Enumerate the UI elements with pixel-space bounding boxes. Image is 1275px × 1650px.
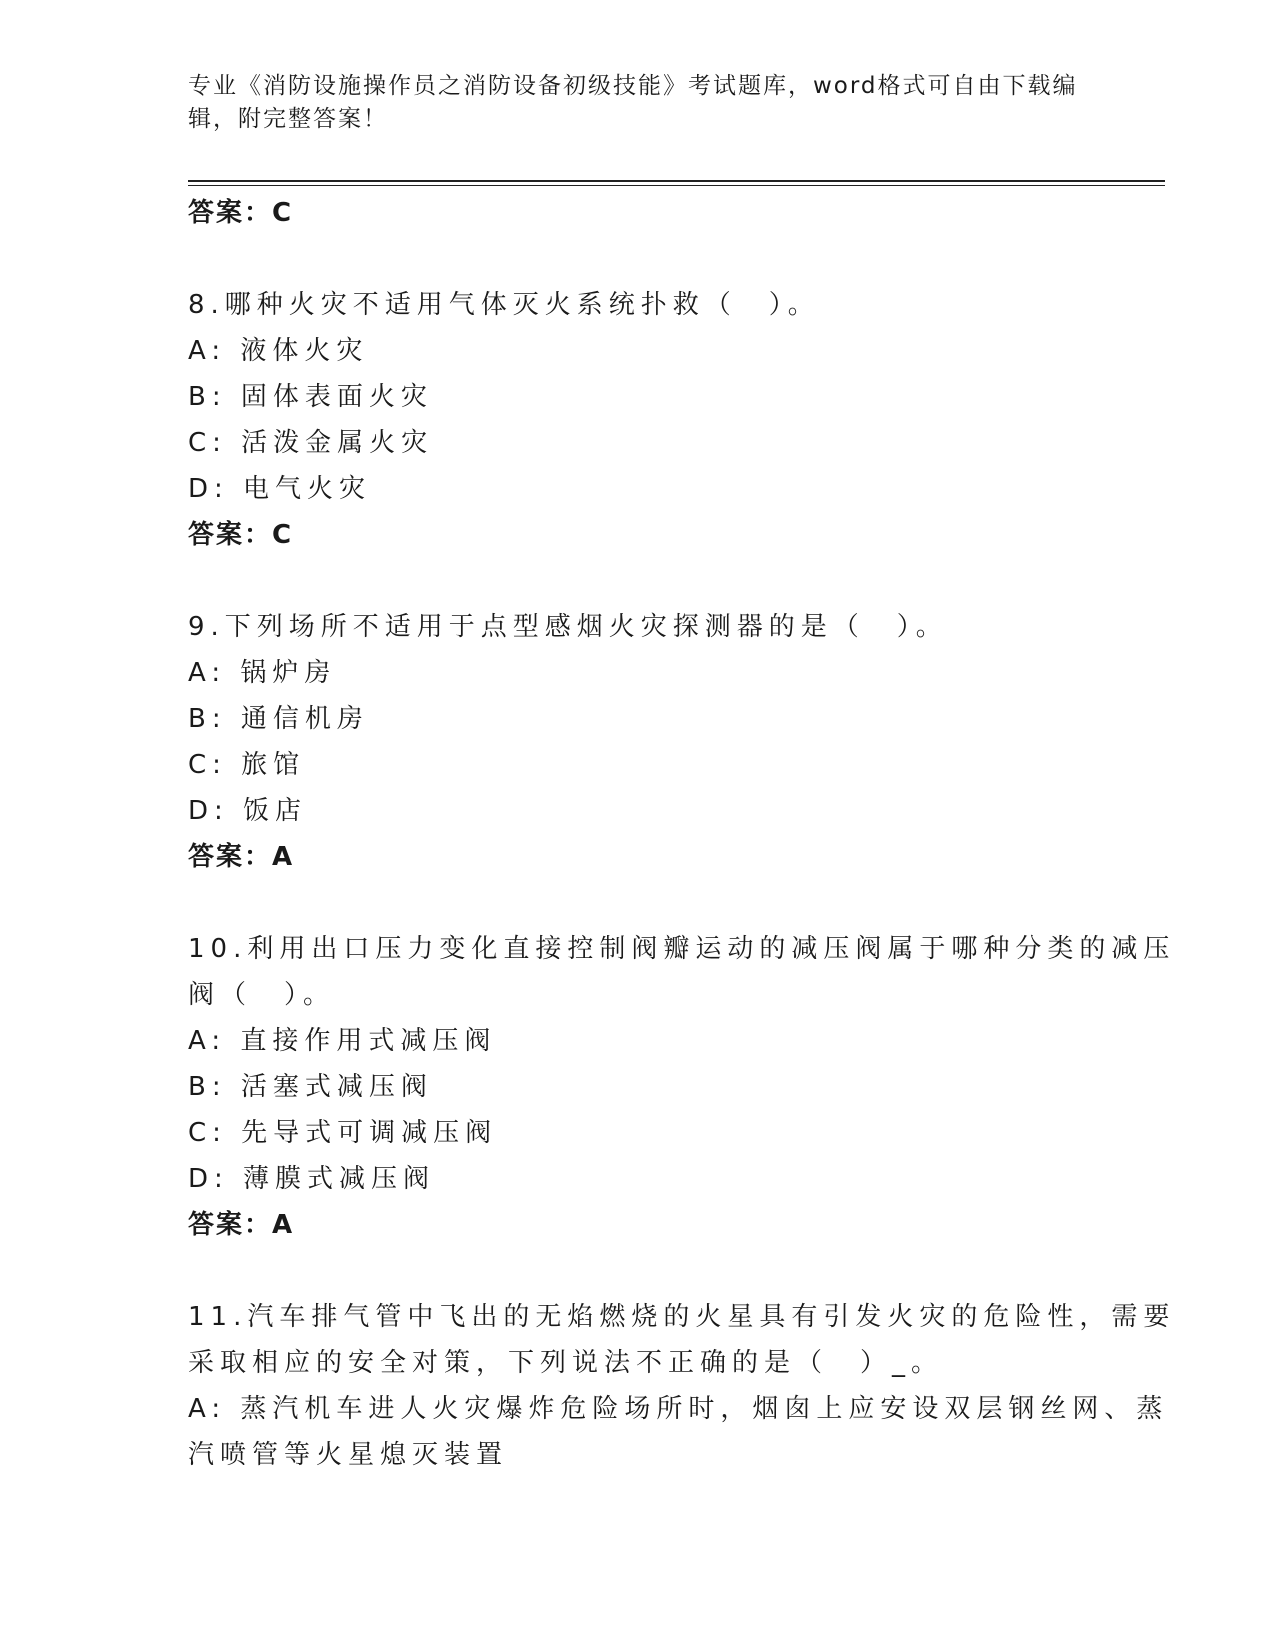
option-b: B: 通信机房 [188, 704, 369, 734]
answer: 答案：A [188, 842, 295, 872]
option-d: D: 薄膜式减压阀 [188, 1164, 436, 1194]
option-c: C: 先导式可调减压阀 [188, 1118, 498, 1148]
question-stem-line-1: 11.汽车排气管中飞出的无焰燃烧的火星具有引发火灾的危险性，需要 [188, 1302, 1176, 1332]
option-a: A: 直接作用式减压阀 [188, 1026, 497, 1056]
question-stem: 9.下列场所不适用于点型感烟火灾探测器的是（ ）。 [188, 612, 948, 642]
question-8 [188, 282, 1088, 558]
option-b: B: 活塞式减压阀 [188, 1072, 433, 1102]
answer: 答案：A [188, 1210, 295, 1240]
intro-line-1: 专业《消防设施操作员之消防设备初级技能》考试题库，word格式可自由下载编 [188, 73, 1078, 99]
answer-prev: 答案：C [188, 198, 294, 228]
option-c: C: 旅馆 [188, 750, 306, 780]
answer: 答案：C [188, 520, 294, 550]
question-stem: 8.哪种火灾不适用气体灭火系统扑救（ ）。 [188, 290, 820, 320]
question-10 [188, 926, 1176, 1248]
intro-line-2: 辑，附完整答案！ [188, 106, 388, 132]
question-list [188, 190, 1176, 1478]
document-header [188, 70, 1078, 136]
question-stem-line-1: 10.利用出口压力变化直接控制阀瓣运动的减压阀属于哪种分类的减压 [188, 934, 1176, 964]
option-a-line-2: 汽喷管等火星熄灭装置 [188, 1440, 509, 1470]
option-a-line-1: A: 蒸汽机车进人火灾爆炸危险场所时，烟囱上应安设双层钢丝网、蒸 [188, 1394, 1169, 1424]
option-c: C: 活泼金属火灾 [188, 428, 434, 458]
option-b: B: 固体表面火灾 [188, 382, 433, 412]
header-rule-thick [188, 180, 1165, 182]
question-stem-line-2: 采取相应的安全对策，下列说法不正确的是（ ）_。 [188, 1348, 944, 1378]
option-d: D: 电气火灾 [188, 474, 372, 504]
question-9 [188, 604, 1088, 880]
option-d: D: 饭店 [188, 796, 308, 826]
option-a: A: 锅炉房 [188, 658, 337, 688]
question-stem-line-2: 阀（ ）。 [188, 980, 336, 1010]
question-11 [188, 1294, 1176, 1478]
header-rule-thin [188, 185, 1165, 186]
option-a: A: 液体火灾 [188, 336, 369, 366]
